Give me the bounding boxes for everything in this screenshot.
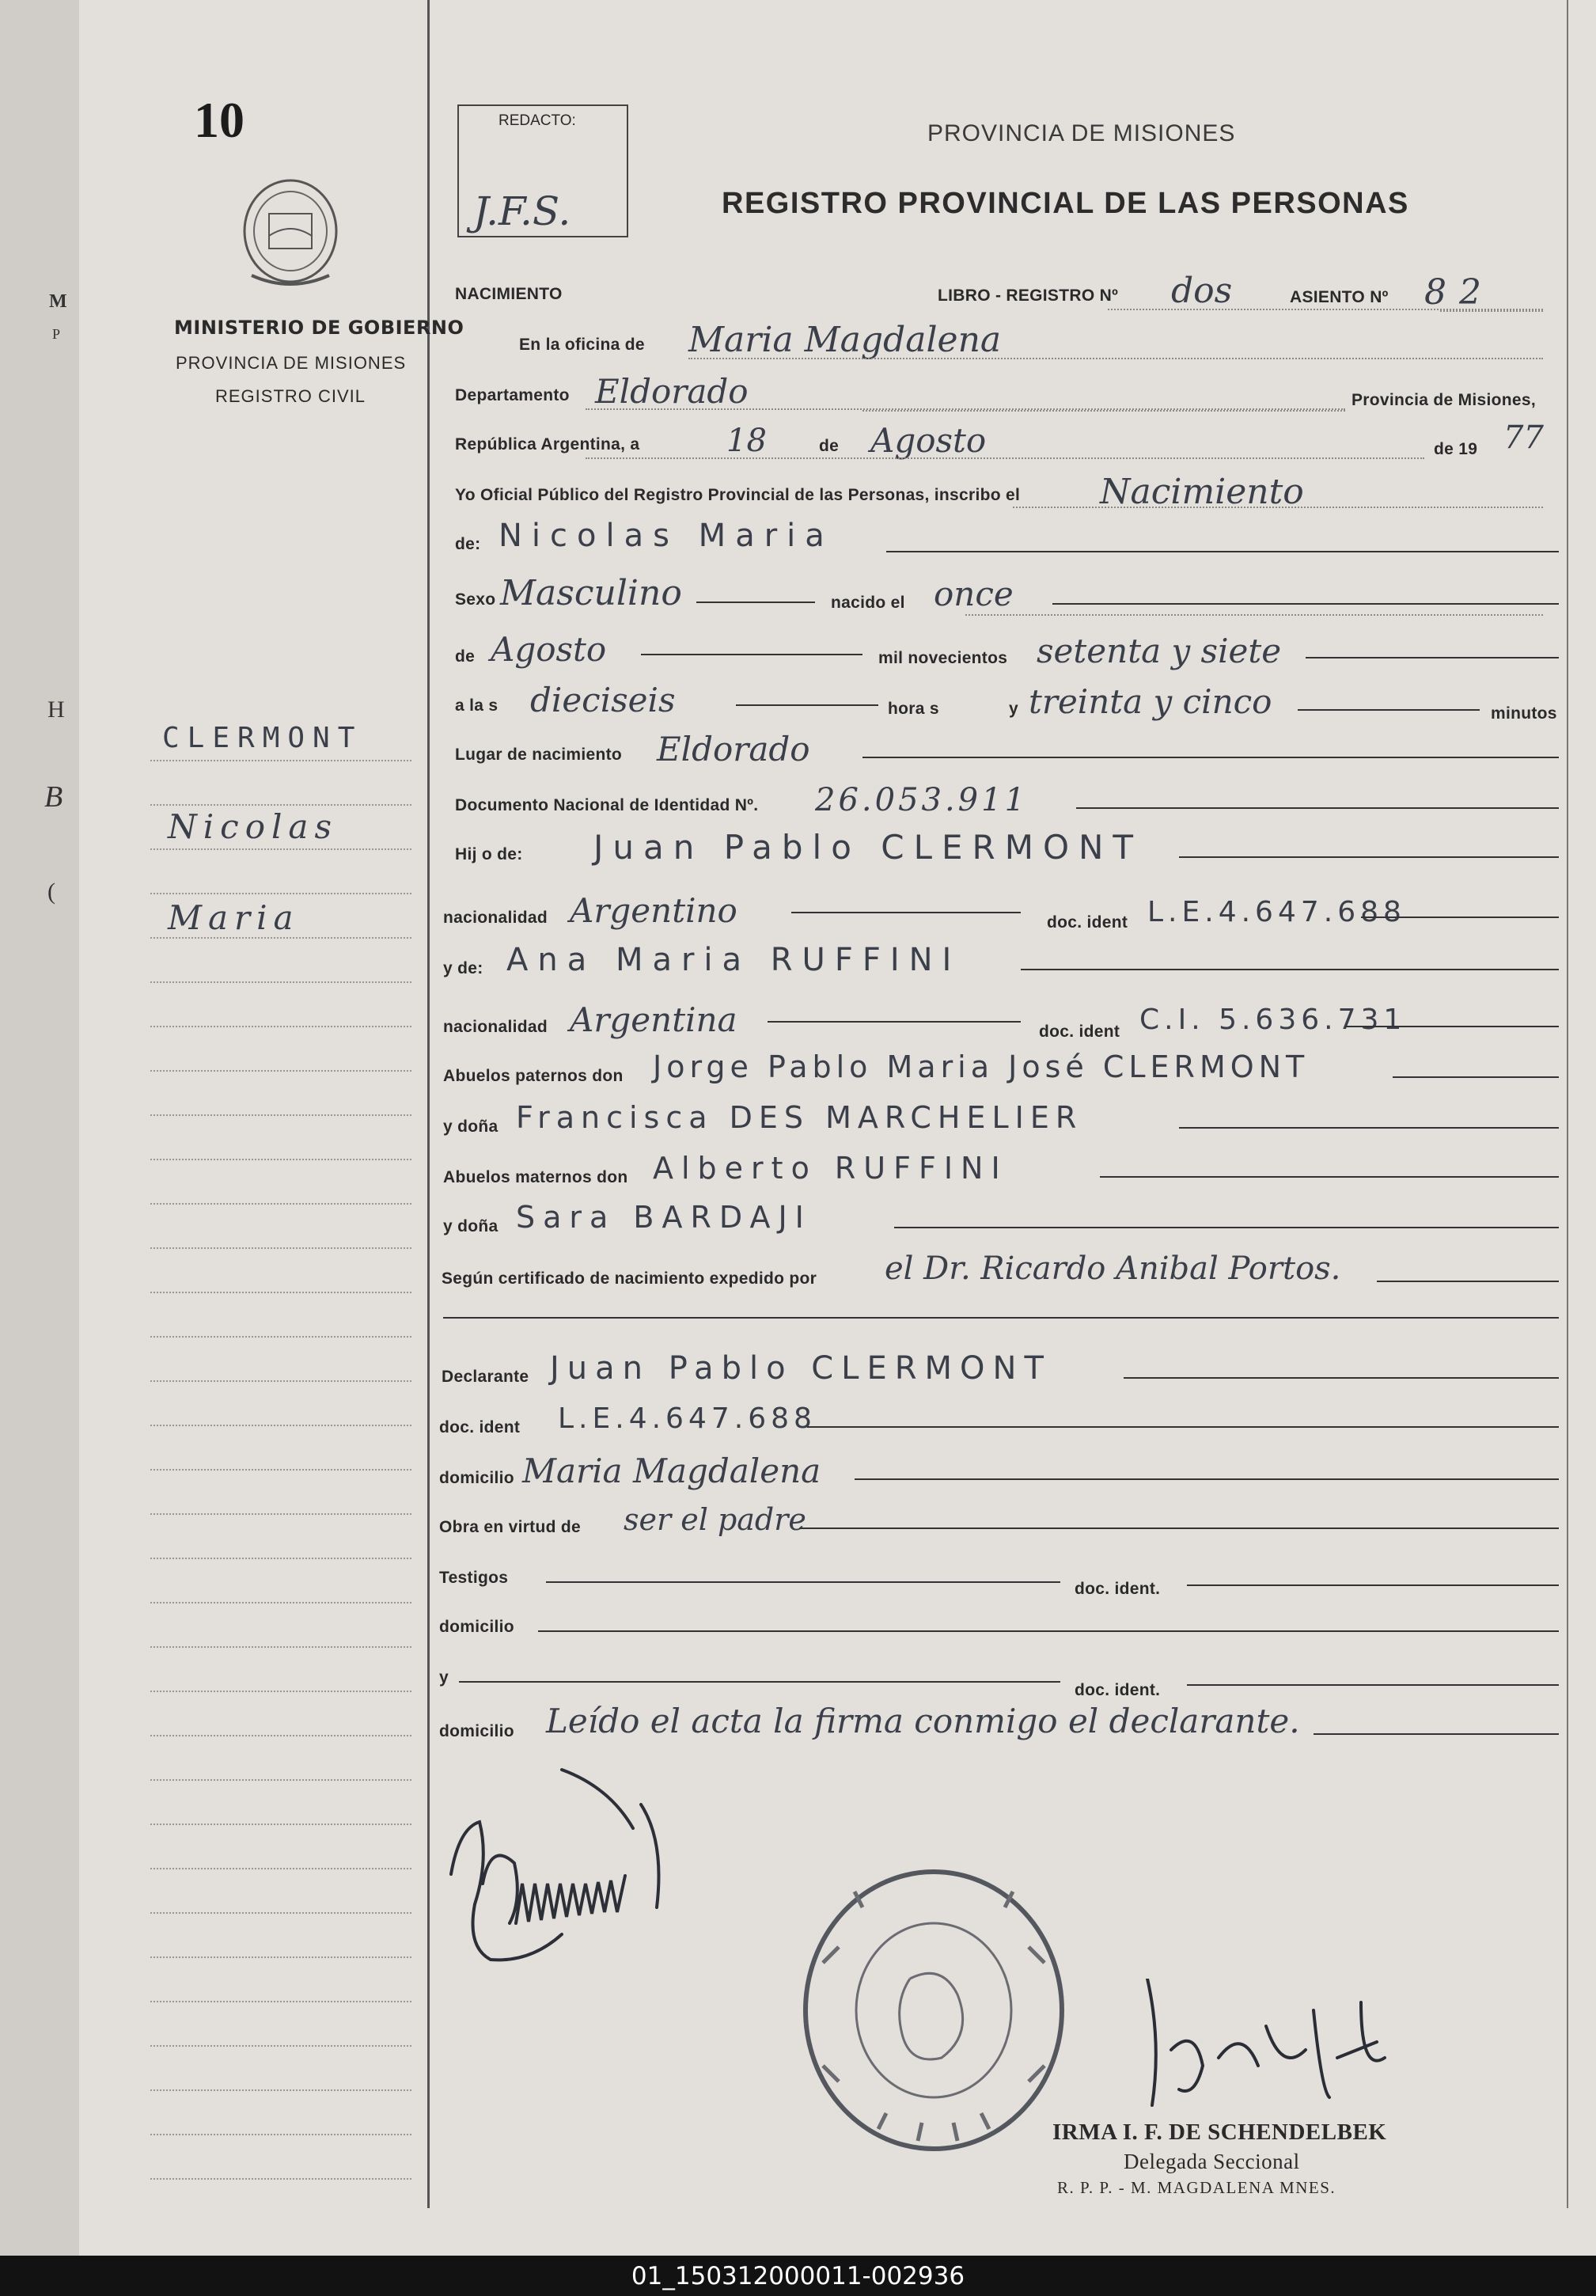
margin-rule — [150, 1203, 411, 1205]
form-rule — [641, 654, 862, 655]
coat-of-arms-seal — [237, 174, 344, 293]
header-title: REGISTRO PROVINCIAL DE LAS PERSONAS — [722, 187, 1409, 220]
y-label: y — [1009, 700, 1018, 718]
form-rule — [1021, 969, 1559, 970]
dni-label: Documento Nacional de Identidad Nº. — [455, 796, 759, 814]
nacimiento-label: NACIMIENTO — [455, 285, 563, 303]
docident-label: doc. ident — [1047, 913, 1128, 932]
mes-value: Agosto — [870, 421, 987, 460]
margin-rule — [150, 2178, 411, 2180]
official-signature — [1124, 1979, 1456, 2121]
margin-rule — [150, 1513, 411, 1515]
margin-first-name: Nicolas — [168, 807, 339, 846]
form-rule — [807, 1426, 1559, 1428]
ab-paternos-label: Abuelos paternos don — [443, 1067, 624, 1085]
dotted-rule — [965, 614, 1543, 616]
dia-value: 18 — [726, 423, 767, 459]
docident3-label: doc. ident — [439, 1418, 521, 1436]
margin-rule — [150, 1380, 411, 1382]
margin-rule — [150, 1469, 411, 1471]
ab-paterno-value: Jorge Pablo Maria José CLERMONT — [653, 1049, 1310, 1084]
archive-id: 01_150312000011-002936 — [631, 2262, 965, 2290]
page-number: 10 — [194, 92, 245, 148]
ab-materno-value: Alberto RUFFINI — [653, 1151, 1008, 1186]
asiento-label: ASIENTO Nº — [1290, 288, 1389, 306]
docident2-label: doc. ident — [1039, 1023, 1120, 1041]
horas-label: hora s — [888, 700, 939, 718]
madre-doc: C.I. 5.636.731 — [1139, 1004, 1407, 1036]
margin-rule — [150, 1735, 411, 1736]
redacto-label: REDACTO: — [499, 112, 576, 129]
domicilio-value: Maria Magdalena — [522, 1452, 821, 1490]
form-rule — [538, 1630, 1559, 1632]
oficina-value: Maria Magdalena — [688, 320, 1002, 360]
margin-rule — [150, 1425, 411, 1426]
sexo-value: Masculino — [500, 573, 682, 613]
nacido-value: once — [934, 575, 1014, 613]
official-circular-stamp — [791, 1860, 1076, 2161]
form-rule — [1179, 856, 1559, 858]
dotted-rule — [688, 358, 1543, 359]
official-name: IRMA I. F. DE SCHENDELBEK — [1052, 2120, 1387, 2145]
ab-materna-value: Sara BARDAJI — [516, 1200, 812, 1235]
margin-rule — [150, 1779, 411, 1781]
edge-letter: ( — [47, 879, 55, 905]
minutos-value: treinta y cinco — [1029, 682, 1272, 721]
domicilio-t-label: domicilio — [439, 1618, 514, 1636]
de-nombre-label: de: — [455, 535, 481, 553]
anio-value: 77 — [1503, 419, 1544, 456]
form-rule — [736, 704, 878, 706]
margin-rule — [150, 2045, 411, 2047]
archive-footer — [0, 2256, 1596, 2296]
hijo-label: Hij o de: — [455, 845, 523, 863]
redacto-initials: J.F.S. — [473, 188, 571, 234]
form-rule — [894, 1227, 1559, 1228]
margin-rule — [150, 1292, 411, 1293]
y-t-label: y — [439, 1668, 449, 1687]
redacto-box — [457, 104, 628, 237]
margin-rule — [150, 1336, 411, 1338]
edge-letter: M — [49, 291, 67, 312]
declarante-value: Juan Pablo CLERMONT — [550, 1350, 1052, 1387]
margin-rule — [150, 1159, 411, 1160]
header-province: PROVINCIA DE MISIONES — [927, 120, 1236, 146]
official-role: Delegada Seccional — [1124, 2150, 1300, 2173]
margin-rule — [150, 893, 411, 894]
mil-value: setenta y siete — [1037, 632, 1282, 670]
testigos-label: Testigos — [439, 1569, 509, 1587]
domicilio-t2-label: domicilio — [439, 1722, 514, 1740]
margin-rule — [150, 1646, 411, 1648]
registry-sheet — [79, 0, 1596, 2256]
ab-maternos-label: Abuelos maternos don — [443, 1168, 628, 1186]
form-rule — [1306, 657, 1559, 658]
form-rule — [1124, 1377, 1559, 1379]
margin-rule — [150, 2001, 411, 2002]
sexo-label: Sexo — [455, 590, 496, 609]
de-mes-label: de — [455, 647, 476, 666]
margin-rule — [150, 2134, 411, 2135]
margin-rule — [150, 1558, 411, 1559]
form-rule — [862, 757, 1559, 758]
form-rule — [791, 912, 1021, 913]
form-rule — [886, 551, 1559, 552]
cierre-value: Leído el acta la firma conmigo el declarante. — [546, 1702, 1300, 1740]
nacionalidad2-label: nacionalidad — [443, 1018, 548, 1036]
margin-rule — [150, 1824, 411, 1825]
hora-value: dieciseis — [530, 681, 676, 719]
nombre-value: Nicolas Maria — [499, 518, 834, 554]
ministry-line3: REGISTRO CIVIL — [215, 386, 366, 406]
anio-label: de 19 — [1434, 440, 1478, 458]
margin-rule — [150, 1602, 411, 1603]
form-rule — [1179, 1127, 1559, 1129]
domicilio-label: domicilio — [439, 1469, 514, 1487]
previous-page-edge — [0, 0, 82, 2256]
dotted-rule — [586, 457, 1424, 459]
padre-value: Juan Pablo CLERMONT — [593, 828, 1143, 867]
form-rule — [1361, 917, 1559, 918]
libro-label: LIBRO - REGISTRO Nº — [938, 287, 1119, 305]
nacido-label: nacido el — [831, 594, 905, 612]
form-rule — [443, 1317, 1559, 1319]
dona-label: y doña — [443, 1118, 499, 1136]
lugar-value: Eldorado — [657, 730, 810, 768]
margin-rule — [150, 1912, 411, 1914]
declarante-label: Declarante — [442, 1368, 529, 1386]
form-rule — [546, 1581, 1060, 1583]
yde-label: y de: — [443, 959, 483, 977]
dotted-rule — [1013, 507, 1543, 508]
oficial-label: Yo Oficial Público del Registro Provincial de las Personas, inscribo el — [455, 486, 1021, 504]
form-rule — [459, 1681, 1060, 1683]
dona2-label: y doña — [443, 1217, 499, 1235]
madre-value: Ana Maria RUFFINI — [506, 942, 961, 978]
hora-label: a la s — [455, 696, 499, 715]
certificado-value: el Dr. Ricardo Anibal Portos. — [885, 1250, 1341, 1287]
margin-rule — [150, 2089, 411, 2091]
edge-letter: B — [44, 780, 63, 814]
form-rule — [1076, 807, 1559, 809]
nacionalidad-label: nacionalidad — [443, 909, 548, 927]
inscribo-value: Nacimiento — [1100, 472, 1304, 512]
dotted-rule — [862, 410, 1345, 412]
obra-label: Obra en virtud de — [439, 1518, 581, 1536]
margin-rule — [150, 1247, 411, 1249]
ministry-line2: PROVINCIA DE MISIONES — [176, 353, 407, 373]
mil-label: mil novecientos — [878, 649, 1008, 667]
padre-doc: L.E.4.647.688 — [1147, 896, 1406, 928]
nacido-mes-value: Agosto — [491, 630, 607, 669]
form-rule — [799, 1528, 1559, 1529]
margin-rule — [150, 1070, 411, 1072]
form-rule — [1052, 603, 1559, 605]
form-rule — [1100, 1176, 1559, 1178]
margin-rule — [150, 1114, 411, 1116]
oficina-label: En la oficina de — [519, 336, 645, 354]
margin-rule — [150, 848, 411, 850]
form-rule — [1298, 709, 1480, 711]
docident-t2-label: doc. ident. — [1075, 1681, 1161, 1699]
dni-value: 26.053.911 — [815, 782, 1029, 818]
form-rule — [1187, 1584, 1559, 1586]
form-rule — [1187, 1684, 1559, 1686]
dotted-rule — [1440, 310, 1543, 312]
form-rule — [1377, 1281, 1559, 1282]
margin-surname: CLERMONT — [162, 722, 363, 754]
declarante-doc: L.E.4.647.688 — [558, 1402, 817, 1435]
republica-label: República Argentina, a — [455, 435, 640, 454]
form-rule — [1345, 1026, 1559, 1027]
minutos-label: minutos — [1491, 704, 1557, 723]
margin-rule — [150, 1868, 411, 1869]
certificado-label: Según certificado de nacimiento expedido por — [442, 1269, 817, 1288]
lugar-label: Lugar de nacimiento — [455, 746, 623, 764]
margin-rule — [150, 1691, 411, 1692]
form-rule — [768, 1021, 1021, 1023]
margin-rule — [150, 981, 411, 983]
form-rule — [696, 602, 815, 603]
margin-rule — [150, 1026, 411, 1027]
form-rule — [855, 1478, 1559, 1480]
departamento-label: Departamento — [455, 386, 570, 404]
de-label: de — [819, 437, 840, 455]
margin-rule — [150, 937, 411, 939]
form-rule — [1393, 1076, 1559, 1078]
margin-rule — [150, 804, 411, 806]
edge-letter: H — [47, 696, 65, 723]
padre-nacionalidad: Argentino — [570, 891, 737, 930]
asiento-value: 82 — [1424, 272, 1494, 313]
form-rule — [1314, 1733, 1559, 1735]
provincia-label: Provincia de Misiones, — [1351, 391, 1537, 409]
ab-paterna-value: Francisca DES MARCHELIER — [516, 1100, 1083, 1135]
official-office: R. P. P. - M. MAGDALENA MNES. — [1057, 2178, 1336, 2197]
madre-nacionalidad: Argentina — [570, 1000, 737, 1039]
obra-value: ser el padre — [624, 1502, 806, 1537]
departamento-value: Eldorado — [595, 372, 749, 411]
docident-t-label: doc. ident. — [1075, 1580, 1161, 1598]
ministry-line1: MINISTERIO DE GOBIERNO — [174, 317, 464, 339]
margin-rule — [150, 760, 411, 761]
margin-rule — [150, 1956, 411, 1958]
margin-second-name: Maria — [168, 898, 300, 937]
libro-value: dos — [1171, 271, 1233, 311]
edge-letter: P — [52, 326, 61, 342]
